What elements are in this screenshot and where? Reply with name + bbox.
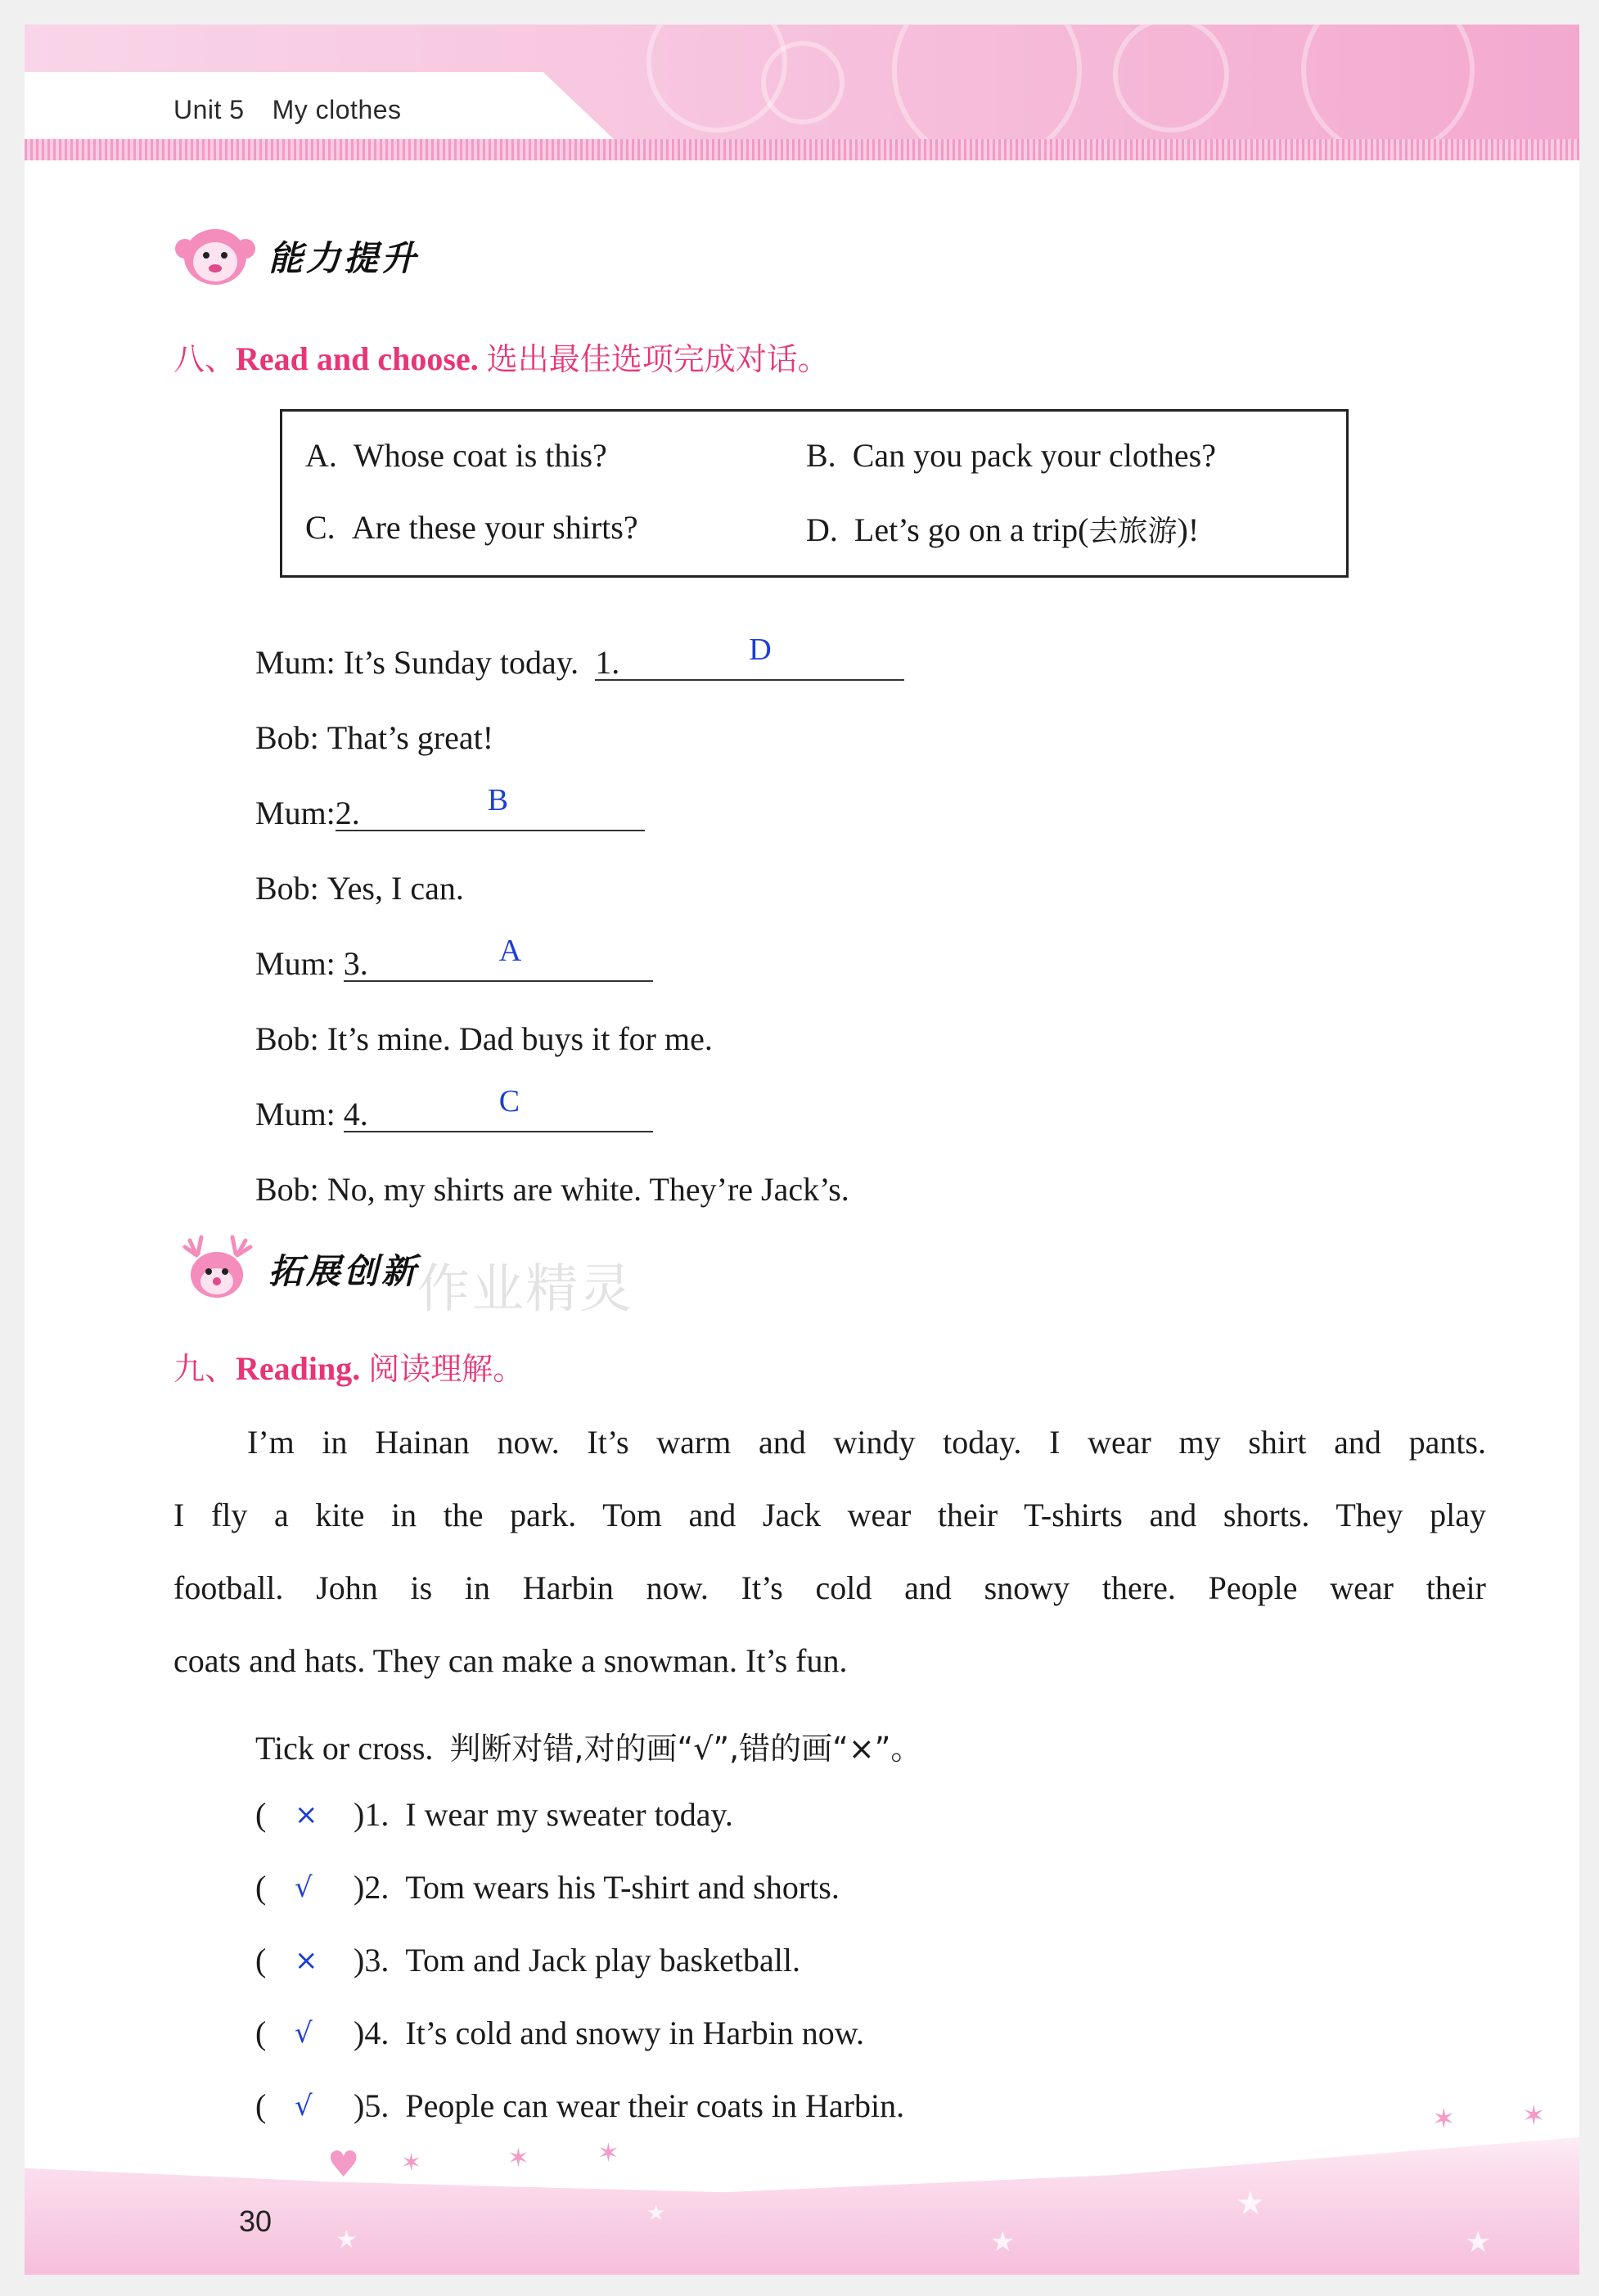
- header-stripe: [25, 139, 1579, 160]
- blank-number: 1.: [595, 644, 620, 681]
- option-text: Can you pack your clothes?: [852, 437, 1217, 474]
- star-icon: ★: [1236, 2185, 1265, 2222]
- option-text-cn: 去旅游: [1088, 515, 1178, 548]
- answer-3: A: [498, 934, 522, 968]
- section-banner-ability: [173, 219, 419, 293]
- watermark: 作业精灵: [417, 1259, 633, 1320]
- footer-decoration: [25, 2103, 1579, 2275]
- option-text: Whose coat is this?: [353, 437, 607, 474]
- option-letter: A.: [305, 437, 337, 474]
- section8-title-en: Read and choose.: [236, 340, 479, 377]
- monkey-mascot-icon: [173, 219, 263, 293]
- answer-paren[interactable]: ( ×: [255, 1796, 318, 1833]
- speaker: Mum:: [255, 945, 336, 982]
- unit-title: [173, 95, 430, 125]
- instruction-cn: 判断对错,对的画“√”,错的画“×”。: [449, 1731, 922, 1767]
- answer-paren[interactable]: ( √: [255, 2087, 313, 2124]
- dialogue-line-3: [255, 783, 645, 832]
- star-icon: ✶: [597, 2137, 619, 2168]
- speaker: Mum:: [255, 1096, 336, 1132]
- options-box: [280, 409, 1349, 578]
- star-icon: ✶: [401, 2149, 422, 2177]
- dialogue-line-4: [255, 869, 464, 907]
- item-text: Tom and Jack play basketball.: [405, 1942, 800, 1979]
- option-text: Let’s go on a trip(: [854, 511, 1089, 548]
- tick-instruction: [255, 1723, 921, 1768]
- tick-item-3: [255, 1941, 800, 1979]
- item-number: )3.: [354, 1942, 390, 1979]
- section-banner-extend: [173, 1232, 419, 1306]
- option-b: [806, 436, 1216, 475]
- unit-name: My clothes: [272, 95, 402, 124]
- item-number: )4.: [354, 2015, 390, 2051]
- item-text: I wear my sweater today.: [405, 1796, 733, 1833]
- star-icon: ✶: [507, 2142, 529, 2173]
- dialogue-text: That’s great!: [327, 719, 494, 756]
- answer-mark: √: [295, 1871, 313, 1904]
- reading-line-4: coats and hats. They can make a snowman. It’s fun.: [173, 1642, 848, 1679]
- tick-item-4: [255, 2014, 864, 2052]
- banner-title: 拓展创新: [268, 1251, 420, 1291]
- reading-text: I’m in Hainan now. It’s warm and windy today. I wear my shirt and pants.: [247, 1424, 1486, 1461]
- item-text: People can wear their coats in Harbin.: [405, 2087, 905, 2124]
- speaker: Mum:: [255, 644, 336, 681]
- answer-paren[interactable]: ( √: [255, 1869, 313, 1906]
- dialogue-line-2: [255, 718, 493, 757]
- unit-number: Unit 5: [173, 95, 245, 124]
- item-number: )2.: [354, 1869, 390, 1906]
- option-d: [806, 508, 1199, 550]
- star-icon: ★: [990, 2226, 1016, 2258]
- answer-mark: ×: [295, 1944, 318, 1977]
- item-number: )1.: [354, 1796, 390, 1833]
- item-text: Tom wears his T-shirt and shorts.: [405, 1869, 840, 1906]
- deer-mascot-icon: [173, 1232, 263, 1306]
- option-letter: C.: [305, 509, 336, 546]
- blank-number: 4.: [343, 1096, 368, 1132]
- answer-paren[interactable]: ( ×: [255, 1942, 318, 1979]
- section9-number: 九、: [173, 1351, 236, 1387]
- banner-title: 能力提升: [268, 238, 420, 278]
- dialogue-text: No, my shirts are white. They’re Jack’s.: [327, 1171, 849, 1208]
- item-number: )5.: [354, 2087, 390, 2124]
- star-icon: ★: [336, 2226, 358, 2254]
- tick-item-5: [255, 2087, 904, 2125]
- section8-heading: [173, 334, 829, 379]
- heart-icon: ♥: [327, 2144, 360, 2186]
- dialogue-text: It’s Sunday today.: [343, 644, 579, 681]
- option-letter: B.: [806, 437, 836, 474]
- reading-line-1: [173, 1406, 1486, 1479]
- section9-heading: [173, 1344, 524, 1389]
- answer-1: D: [749, 633, 772, 667]
- item-text: It’s cold and snowy in Harbin now.: [405, 2015, 864, 2051]
- reading-line-3: football. John is in Harbin now. It’s cold and snowy there. People wear their: [173, 1569, 1486, 1606]
- answer-mark: √: [295, 2090, 313, 2123]
- answer-mark: ×: [295, 1799, 318, 1831]
- section8-title-cn: 选出最佳选项完成对话。: [486, 341, 829, 377]
- star-icon: ✶: [1522, 2100, 1546, 2132]
- answer-2: B: [487, 783, 509, 817]
- section9-title-cn: 阅读理解。: [368, 1351, 525, 1387]
- answer-blank-2[interactable]: [335, 783, 645, 831]
- option-c: [305, 508, 638, 547]
- option-letter: D.: [806, 511, 838, 548]
- speaker: Bob:: [255, 1171, 319, 1208]
- dialogue-line-1: [255, 633, 904, 682]
- section8-number: 八、: [173, 341, 236, 377]
- answer-4: C: [498, 1084, 520, 1119]
- instruction-en: Tick or cross.: [255, 1730, 434, 1767]
- answer-paren[interactable]: ( √: [255, 2015, 313, 2051]
- option-text: Are these your shirts?: [351, 509, 638, 546]
- answer-mark: √: [295, 2017, 313, 2050]
- option-text-end: )!: [1177, 511, 1200, 548]
- speaker: Mum:: [255, 795, 336, 831]
- dialogue-line-5: [255, 934, 653, 983]
- blank-number: 3.: [343, 945, 368, 982]
- blank-number: 2.: [335, 795, 360, 831]
- answer-blank-1[interactable]: [595, 633, 904, 681]
- speaker: Bob:: [255, 1020, 319, 1057]
- speaker: Bob:: [255, 870, 319, 907]
- page-number: 30: [239, 2204, 273, 2238]
- tick-item-1: [255, 1795, 733, 1834]
- dialogue-line-7: [255, 1084, 653, 1133]
- reading-line-2: I fly a kite in the park. Tom and Jack wear their T-shirts and shorts. They play: [173, 1497, 1486, 1533]
- dialogue-line-6: [255, 1020, 713, 1058]
- star-icon: ✶: [1432, 2103, 1456, 2136]
- answer-blank-3[interactable]: [343, 934, 653, 982]
- star-icon: ★: [1465, 2226, 1492, 2259]
- speaker: Bob:: [255, 719, 319, 756]
- star-icon: ★: [646, 2201, 666, 2226]
- dialogue-line-8: [255, 1170, 849, 1209]
- dialogue-text: Yes, I can.: [327, 870, 464, 907]
- section9-title-en: Reading.: [236, 1350, 361, 1387]
- workbook-page: [25, 25, 1579, 2275]
- tick-item-2: [255, 1868, 840, 1907]
- option-a: [305, 436, 607, 475]
- dialogue-text: It’s mine. Dad buys it for me.: [327, 1020, 713, 1057]
- answer-blank-4[interactable]: [343, 1084, 653, 1132]
